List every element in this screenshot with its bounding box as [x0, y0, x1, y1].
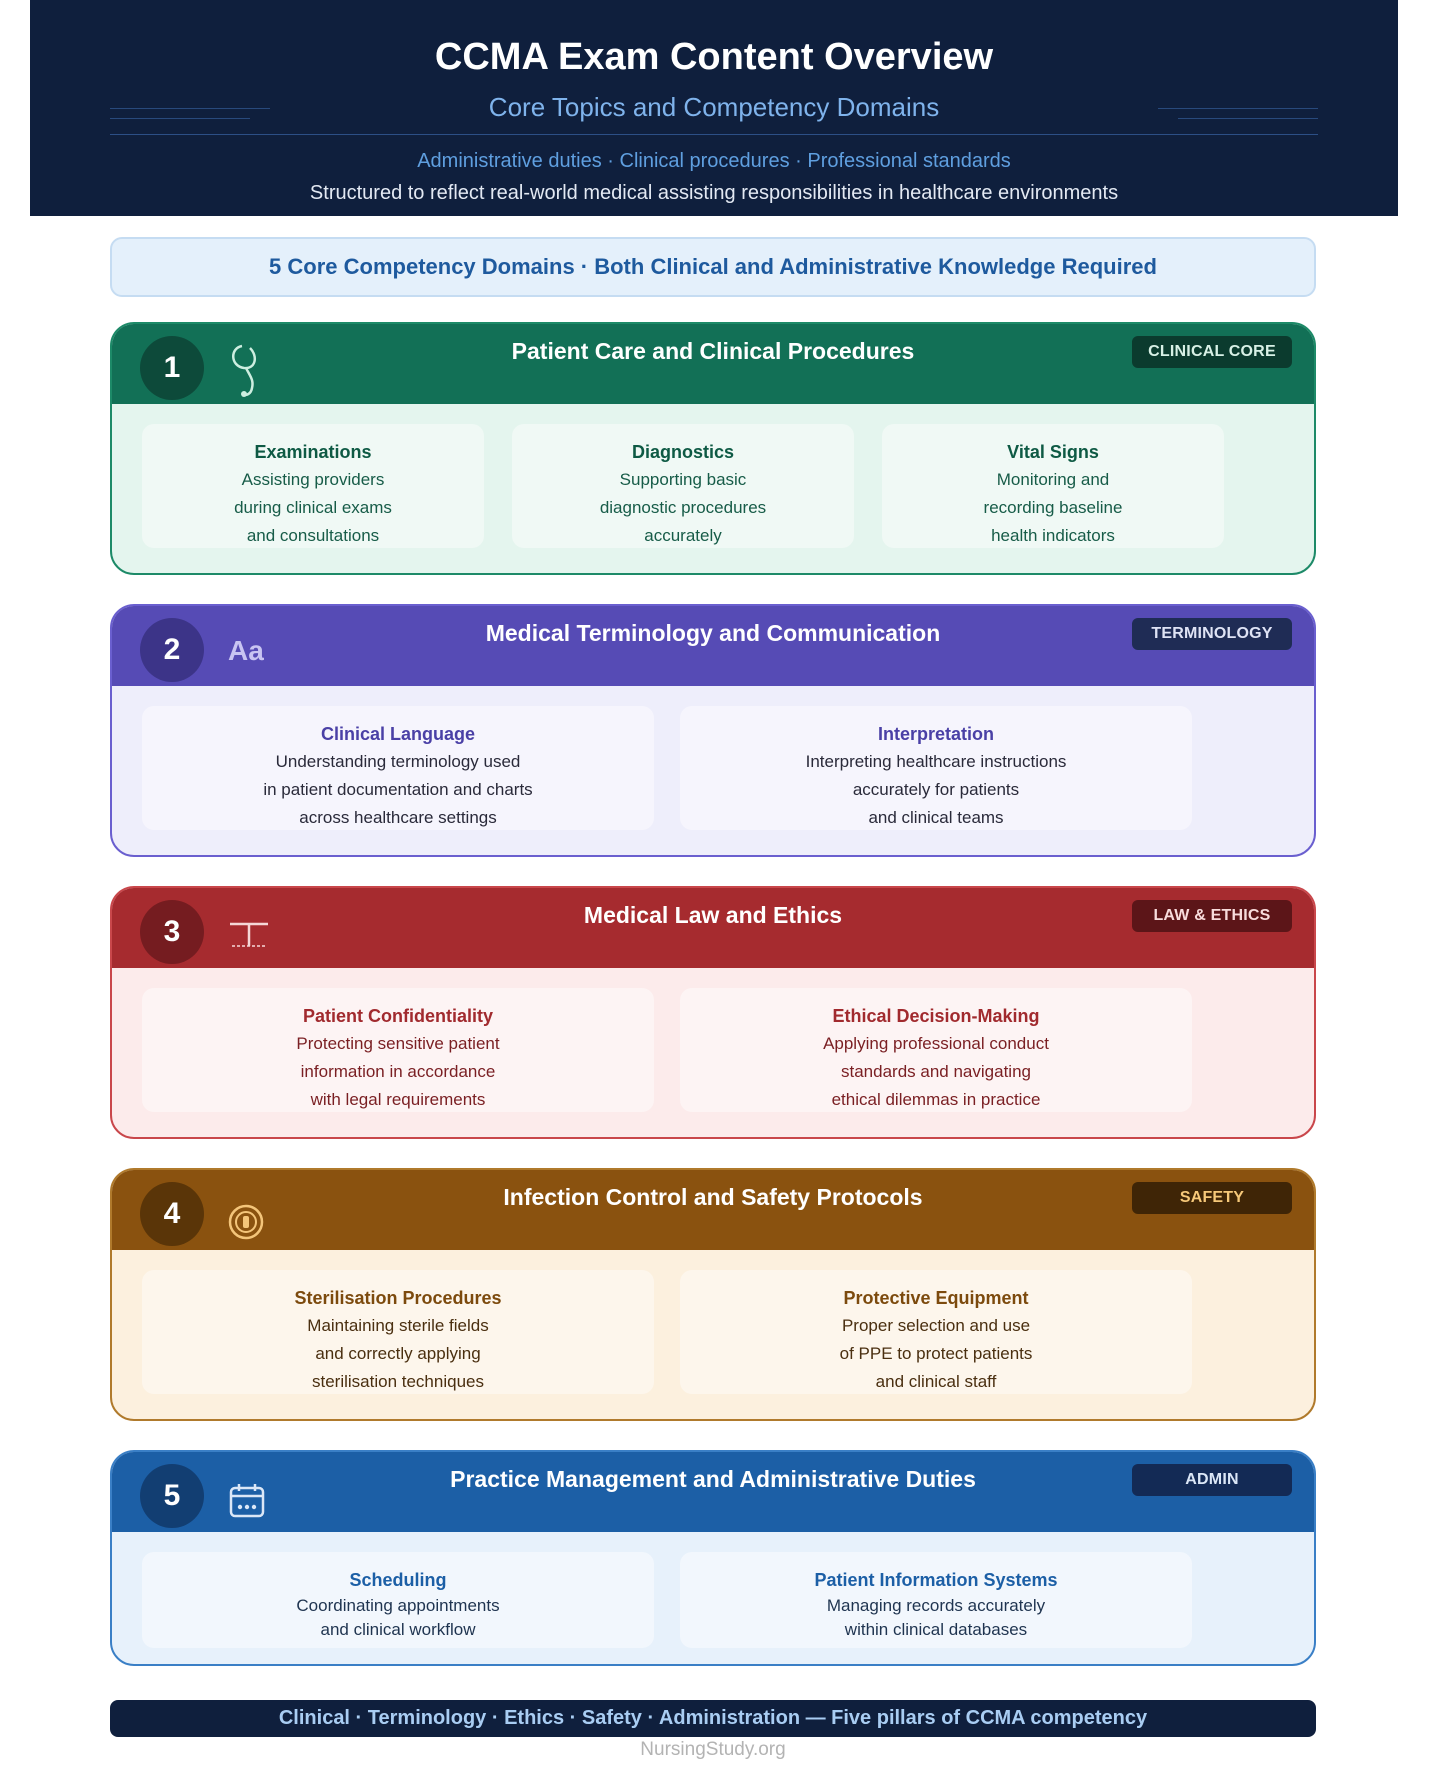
topic-box — [680, 988, 1192, 1112]
header-divider — [110, 134, 1318, 135]
topic-box — [882, 424, 1224, 548]
topic-title: Diagnostics — [631, 442, 735, 462]
topic-description-line: with legal requirements — [310, 1090, 486, 1109]
topic-title: Protective Equipment — [843, 1288, 1029, 1308]
topic-title: Examinations — [254, 442, 372, 462]
page-subtitle: Core Topics and Competency Domains — [488, 92, 940, 122]
domain-title: Infection Control and Safety Protocols — [503, 1184, 923, 1210]
page-title: CCMA Exam Content Overview — [434, 36, 994, 78]
topic-description-line: Monitoring and — [996, 470, 1110, 489]
topic-box — [512, 424, 854, 548]
topic-box — [680, 1270, 1192, 1394]
topic-description-line: ethical dilemmas in practice — [831, 1090, 1041, 1109]
domain-header — [112, 324, 1314, 404]
topic-description-line: information in accordance — [300, 1062, 496, 1081]
topic-description-line: Understanding terminology used — [275, 752, 521, 771]
topic-description-line: Protecting sensitive patient — [296, 1034, 500, 1053]
domain-title: Medical Terminology and Communication — [485, 620, 941, 646]
topic-description-line: accurately for patients — [852, 780, 1020, 799]
header-decor-line — [110, 118, 250, 119]
domain-badge: LAW & ETHICS — [1132, 900, 1292, 932]
topic-description-line: within clinical databases — [844, 1620, 1028, 1639]
topic-description-line: across healthcare settings — [299, 808, 497, 827]
domain-header — [112, 1452, 1314, 1532]
topic-title: Vital Signs — [1007, 442, 1099, 462]
svg-text:Aa: Aa — [228, 635, 264, 666]
topic-title: Patient Confidentiality — [302, 1006, 493, 1026]
topic-description-line: sterilisation techniques — [312, 1372, 484, 1391]
footer-banner: Clinical · Terminology · Ethics · Safety · Administration — Five pillars of CCMA competency — [110, 1700, 1316, 1737]
topic-box — [680, 1552, 1192, 1648]
topic-description-line: recording baseline — [983, 498, 1123, 517]
header-decor-line — [110, 108, 270, 109]
topic-title: Sterilisation Procedures — [294, 1288, 502, 1308]
topic-box — [142, 706, 654, 830]
topic-title: Patient Information Systems — [814, 1570, 1058, 1590]
header-decor-line — [1178, 118, 1318, 119]
topic-box — [142, 1270, 654, 1394]
topic-description-line: Applying professional conduct — [823, 1034, 1049, 1053]
domain-badge: CLINICAL CORE — [1132, 336, 1292, 368]
header-decor-line — [1158, 108, 1318, 109]
domain-title: Medical Law and Ethics — [583, 902, 843, 928]
topic-title: Interpretation — [877, 724, 994, 744]
topic-description-line: health indicators — [991, 526, 1115, 545]
domain-header — [112, 606, 1314, 686]
topic-description-line: in patient documentation and charts — [263, 780, 533, 799]
topic-box — [142, 988, 654, 1112]
topic-description-line: of PPE to protect patients — [839, 1344, 1033, 1363]
topic-title: Ethical Decision-Making — [832, 1006, 1040, 1026]
topic-description-line: and clinical workflow — [320, 1620, 476, 1639]
topic-description-line: and correctly applying — [315, 1344, 481, 1363]
topic-title: Clinical Language — [320, 724, 476, 744]
domain-header — [112, 1170, 1314, 1250]
page-header — [30, 0, 1398, 216]
summary-banner: 5 Core Competency Domains · Both Clinical and Administrative Knowledge Required — [110, 237, 1316, 297]
domain-card — [110, 322, 1316, 575]
topic-description-line: Maintaining sterile fields — [307, 1316, 489, 1335]
topic-box — [680, 706, 1192, 830]
topic-title: Scheduling — [349, 1570, 447, 1590]
domain-number-badge: 2 — [140, 618, 204, 682]
header-tags: Administrative duties · Clinical procedures · Professional standards — [417, 150, 1011, 172]
topic-description-line: Supporting basic — [619, 470, 747, 489]
topic-description-line: Assisting providers — [241, 470, 385, 489]
topic-description-line: diagnostic procedures — [599, 498, 767, 517]
topic-description-line: and clinical teams — [868, 808, 1004, 827]
domain-number-badge: 4 — [140, 1182, 204, 1246]
domain-badge: ADMIN — [1132, 1464, 1292, 1496]
topic-description-line: during clinical exams — [234, 498, 392, 517]
domain-header — [112, 888, 1314, 968]
topic-description-line: Coordinating appointments — [296, 1596, 500, 1615]
domain-card — [110, 1168, 1316, 1421]
topic-description-line: Managing records accurately — [826, 1596, 1046, 1615]
source-credit: NursingStudy.org — [640, 1739, 786, 1760]
domain-badge: SAFETY — [1132, 1182, 1292, 1214]
topic-description-line: Interpreting healthcare instructions — [805, 752, 1067, 771]
header-description: Structured to reflect real-world medical assisting responsibilities in healthcare environments — [309, 182, 1119, 204]
domain-badge: TERMINOLOGY — [1132, 618, 1292, 650]
domain-card — [110, 1450, 1316, 1666]
domain-number-badge: 5 — [140, 1464, 204, 1528]
domain-title: Patient Care and Clinical Procedures — [511, 338, 915, 364]
topic-description-line: standards and navigating — [841, 1062, 1031, 1081]
topic-description-line: Proper selection and use — [841, 1316, 1031, 1335]
topic-description-line: and clinical staff — [875, 1372, 997, 1391]
domain-title: Practice Management and Administrative Duties — [450, 1466, 976, 1492]
topic-description-line: accurately — [644, 526, 722, 545]
topic-box — [142, 424, 484, 548]
domain-card — [110, 604, 1316, 857]
domain-number-badge: 3 — [140, 900, 204, 964]
topic-box — [142, 1552, 654, 1648]
domain-card — [110, 886, 1316, 1139]
domain-number-badge: 1 — [140, 336, 204, 400]
topic-description-line: and consultations — [246, 526, 380, 545]
